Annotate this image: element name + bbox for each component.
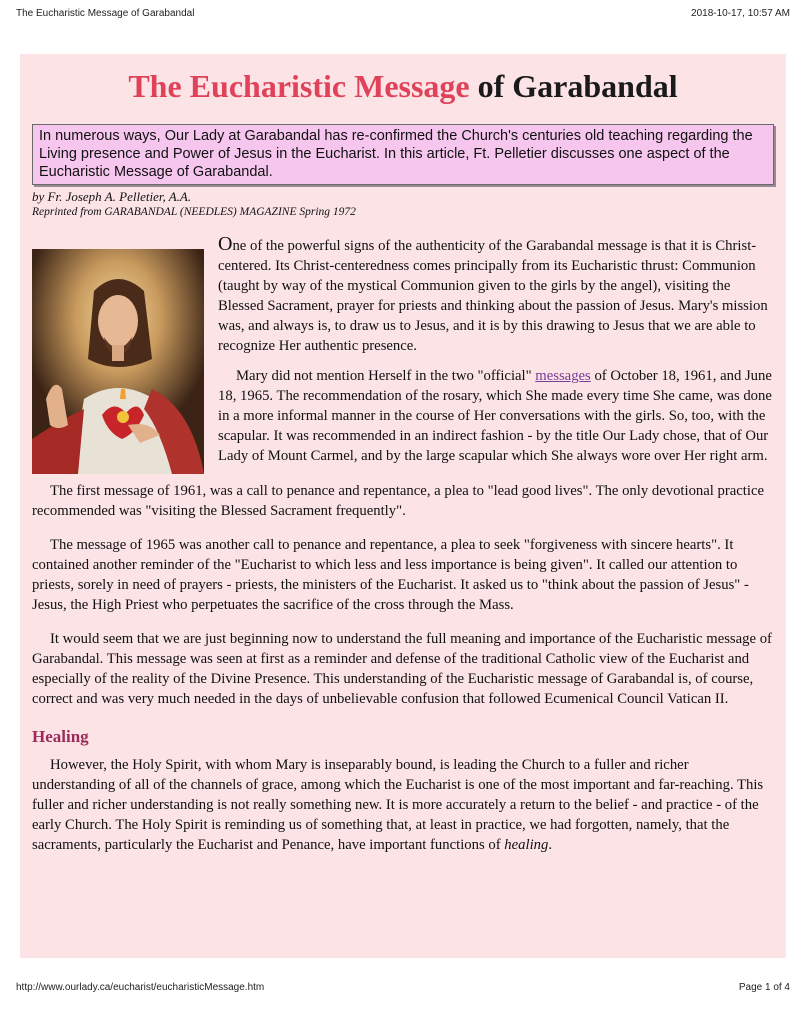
article-title [32, 64, 774, 106]
article-page [20, 54, 786, 958]
print-footer [16, 982, 790, 993]
paragraph-6-text: However, the Holy Spirit, with whom Mary is inseparably bound, is leading the Church to a fuller and richer understanding of all of the channels of grace, among which the Eucharist is one of the most important and far-reaching. This fuller and richer understanding is not really something new. It is more accurately a return to the belief - and practice - of the early Church. The Holy Spirit is reminding us of something that, at least in practice, we had forgotten, namely, that the sacraments, particularly the Eucharist and Penance, have important functions of [32, 756, 764, 853]
paragraph-5: It would seem that we are just beginning now to understand the full meaning and importance of the Eucharistic message of Garabandal. This message was seen at first as a reminder and defense of the traditional Catholic view of the Eucharist and especially of the reality of the Divine Presence. This understanding of the Eucharistic message of Garabandal is, of course, correct and was very much needed in the days of unbelievable confusion that followed Ecumenical Council Vatican II. [32, 630, 772, 707]
sacred-heart-portrait [32, 249, 204, 474]
paragraph-2-text-b: of October 18, 1961, and June 18, 1965. The recommendation of the rosary, which She made every time She came, was done in a more informal manner in the course of Her conversations with the girls. So, too, with the scapular. It was recommended in an indirect fashion - by the title Our Lady chose, that of Our Lady of Mount Carmel, and by the large scapular which She always wore over Her right arm. [218, 368, 772, 464]
author-byline: by Fr. Joseph A. Pelletier, A.A. [32, 189, 192, 204]
paragraph-3: The first message of 1961, was a call to penance and repentance, a plea to "lead good lives". The only devotional practice recommended was "visiting the Blessed Sacrament frequently". [32, 482, 765, 519]
messages-link[interactable]: messages [535, 368, 591, 384]
intro-summary-box: In numerous ways, Our Lady at Garabandal has re-confirmed the Church's centuries old teaching regarding the Living presence and Power of Jesus in the Eucharist. In this article, Ft. Pelletier discusses one aspect of the Eucharistic Message of Garabandal. [32, 124, 774, 185]
reprint-credit: Reprinted from GARABANDAL (NEEDLES) MAGAZINE Spring 1972 [32, 206, 356, 218]
drop-cap: O [218, 233, 233, 255]
section-heading-healing: Healing [32, 726, 89, 746]
print-timestamp: 2018-10-17, 10:57 AM [691, 8, 790, 19]
portrait-illustration [32, 249, 204, 474]
paragraph-4: The message of 1965 was another call to penance and repentance, a plea to seek "forgiveness with sincere hearts". It contained another reminder of the "Eucharist to which less and less importance is being given". It called our attention to priests, sorely in need of prayers - priests, the ministers of the Eucharist. It asked us to "think about the passion of Jesus" - Jesus, the High Priest who perpetuates the sacrifice of the cross through the Mass. [32, 536, 749, 613]
print-page-indicator: Page 1 of 4 [738, 982, 790, 993]
paragraph-2-text-a: Mary did not mention Herself in the two "official" [236, 368, 536, 384]
paragraph-6 [32, 755, 774, 855]
article-body [32, 234, 774, 855]
print-url: http://www.ourlady.ca/eucharist/eucharisticMessage.htm [16, 982, 265, 993]
paragraph-6-italic: healing [504, 836, 549, 853]
print-header [16, 8, 790, 19]
paragraph-6-end: . [548, 836, 553, 853]
title-black-part: of Garabandal [469, 68, 678, 104]
title-red-part: The Eucharistic Message [128, 68, 470, 104]
print-page-title: The Eucharistic Message of Garabandal [16, 8, 195, 19]
paragraph-1-text: ne of the powerful signs of the authenticity of the Garabandal message is that it is Christ-centered. Its Christ-centeredness comes principally from its Eucharistic thrust: Communion (taught by way of the mystical Communion given to the girls by the angel), visiting the Blessed Sacrament, prayer for priests and thinking about the passion of Jesus. Mary's mission was, and always is, to draw us to Jesus, and it is by this drawing to Jesus that we are able to recognize Her authentic presence. [218, 238, 768, 354]
